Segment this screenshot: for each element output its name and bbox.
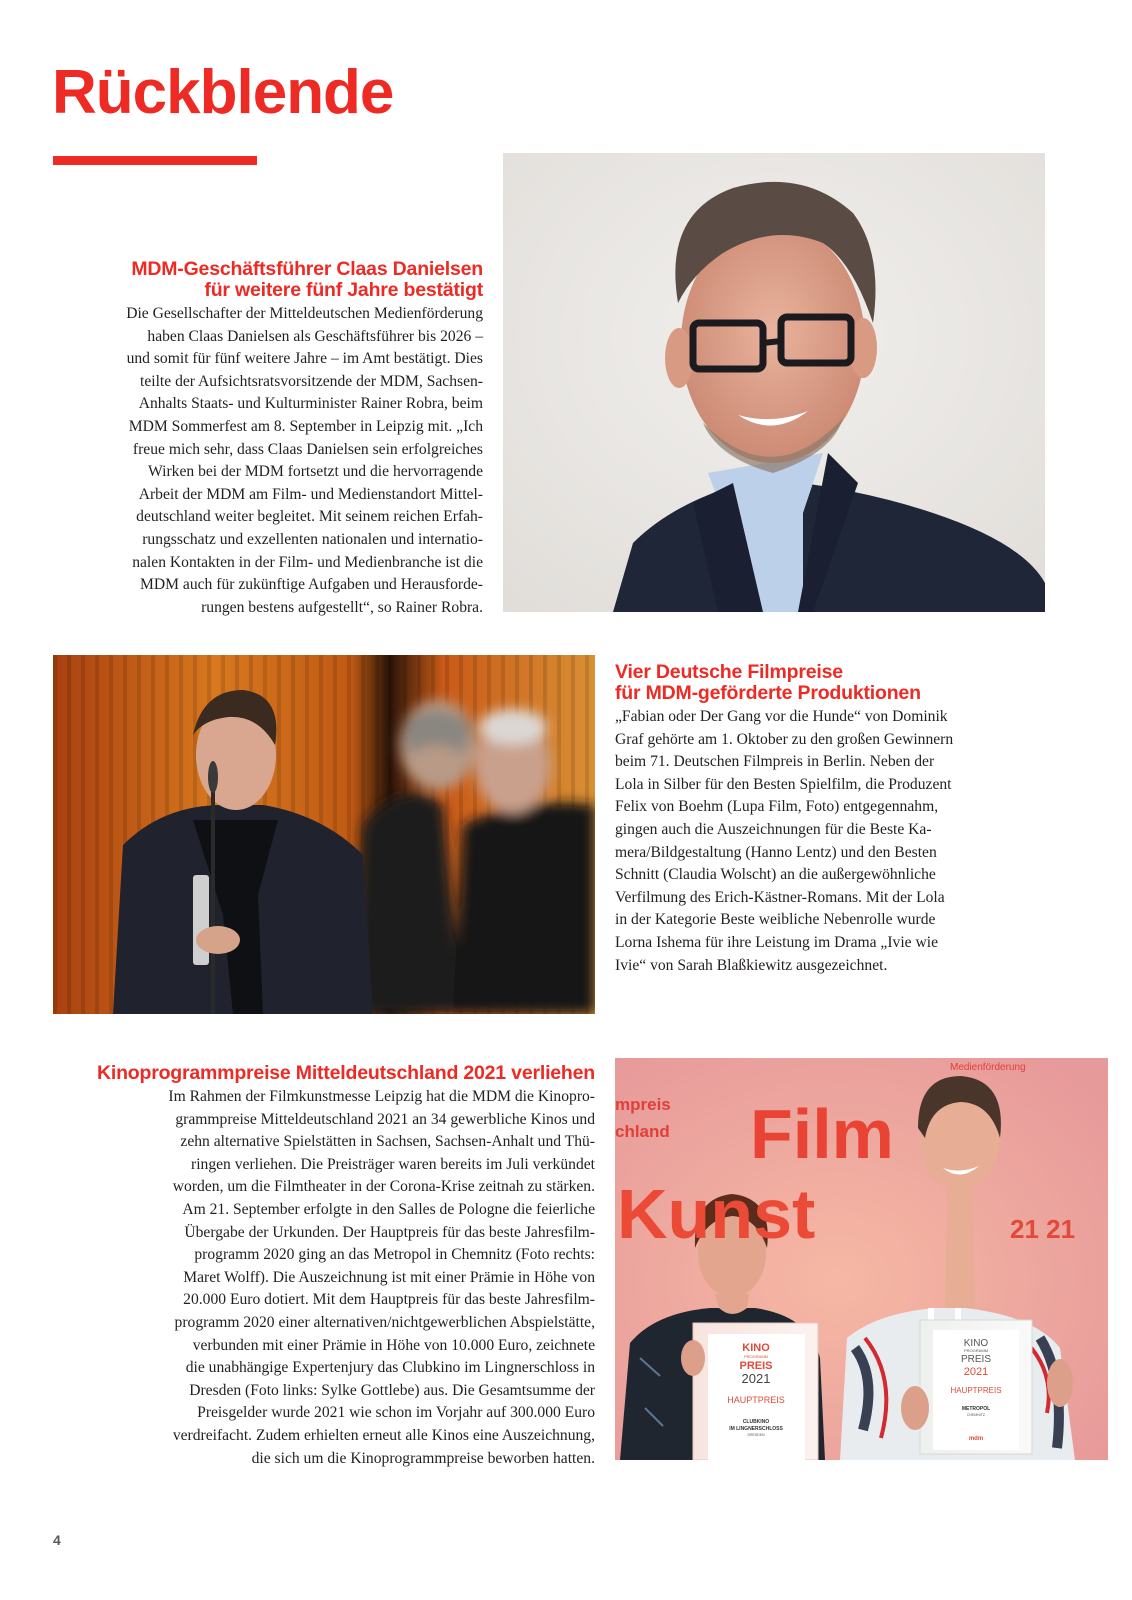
body-line: Im Rahmen der Filmkunstmesse Leipzig hat die MDM die Kinopro- xyxy=(168,1088,595,1105)
body-line: grammpreise Mitteldeutschland 2021 an 34 gewerbliche Kinos und xyxy=(175,1110,595,1128)
article-headline xyxy=(75,1063,595,1084)
body-line: freue mich sehr, dass Claas Danielsen sein erfolgreiches xyxy=(132,440,483,458)
svg-text:CHEMNITZ: CHEMNITZ xyxy=(966,1413,986,1417)
body-line: ringen verliehen. Die Preisträger waren bereits im Juli verkündet xyxy=(191,1155,595,1173)
body-line: Anhalts Staats- und Kulturminister Rainer Robra, beim xyxy=(138,395,483,413)
body-line: die unabhängige Expertenjury das Clubkino im Lingnerschloss in xyxy=(185,1359,595,1377)
body-line: worden, um die Filmtheater in der Corona-Krise zeitnah zu stärken. xyxy=(172,1178,595,1196)
body-line: mera/Bildgestaltung (Hanno Lentz) und den Besten xyxy=(615,843,937,861)
backdrop-side-text: chland xyxy=(615,1122,670,1141)
page-number: 4 xyxy=(53,1532,61,1548)
backdrop-side-text: mpreis xyxy=(615,1095,671,1114)
body-line: zehn alternative Spielstätten in Sachsen, Sachsen-Anhalt und Thü- xyxy=(180,1133,595,1151)
article-body xyxy=(60,303,483,619)
svg-text:METROPOL: METROPOL xyxy=(961,1406,991,1412)
body-line: verdreifacht. Zudem erhielten erneut alle Kinos eine Auszeichnung, xyxy=(172,1426,595,1444)
body-line: Lorna Ishema für ihre Leistung im Drama „Ivie wie xyxy=(615,933,939,951)
title-underline xyxy=(53,156,257,165)
body-line: rungsschatz und exzellenten nationalen und internatio- xyxy=(142,530,483,548)
svg-text:PREIS: PREIS xyxy=(960,1354,992,1365)
svg-text:PREIS: PREIS xyxy=(739,1360,773,1372)
portrait-photo-claas-danielsen xyxy=(503,153,1045,612)
body-line: Maret Wolff). Die Auszeichnung ist mit einer Prämie in Höhe von xyxy=(183,1268,595,1286)
backdrop-sponsor-text: Medienförderung xyxy=(950,1062,1026,1073)
body-line: Die Gesellschafter der Mitteldeutschen Medienförderung xyxy=(126,305,483,322)
svg-text:DRESDEN: DRESDEN xyxy=(747,1433,765,1437)
body-line: Übergabe der Urkunden. Der Hauptpreis für das beste Jahresfilm- xyxy=(184,1223,595,1241)
svg-text:PROGRAMM: PROGRAMM xyxy=(964,1348,988,1353)
body-line: Felix von Boehm (Lupa Film, Foto) entgegennahm, xyxy=(615,798,939,816)
svg-text:CLUBKINO: CLUBKINO xyxy=(742,1419,770,1425)
headline-line: für MDM-geförderte Produktionen xyxy=(615,682,921,704)
body-line: Verfilmung des Erich-Kästner-Romans. Mit der Lola xyxy=(615,888,945,906)
body-line: Schnitt (Claudia Wolscht) an die außergewöhnliche xyxy=(615,866,936,884)
body-line: haben Claas Danielsen als Geschäftsführer bis 2026 – xyxy=(147,327,483,345)
body-line: die sich um die Kinoprogrammpreise beworben hatten. xyxy=(251,1449,595,1467)
svg-text:HAUPTPREIS: HAUPTPREIS xyxy=(950,1386,1002,1395)
body-line: deutschland weiter begleitet. Mit seinem reichen Erfah- xyxy=(136,508,483,526)
headline-line: für weitere fünf Jahre bestätigt xyxy=(204,279,483,301)
body-line: Arbeit der MDM am Film- und Medienstandort Mittel- xyxy=(138,485,483,503)
body-line: beim 71. Deutschen Filmpreis in Berlin. Neben der xyxy=(615,753,935,771)
article-deutsche-filmpreise xyxy=(615,662,1035,977)
svg-text:HAUPTPREIS: HAUPTPREIS xyxy=(727,1395,785,1405)
body-line: und somit für fünf weitere Jahre – im Amt bestätigt. Dies xyxy=(126,350,483,368)
body-line: nalen Kontakten in der Film- und Medienbranche ist die xyxy=(132,553,483,571)
body-line: Preisgelder wurde 2021 wie schon im Vorjahr auf 300.000 Euro xyxy=(197,1404,595,1422)
article-body xyxy=(75,1086,595,1470)
body-line: verbunden mit einer Prämie in Höhe von 10.000 Euro, zeichnete xyxy=(192,1336,595,1354)
article-body xyxy=(615,706,1035,977)
body-line: teilte der Aufsichtsratsvorsitzende der MDM, Sachsen- xyxy=(140,372,483,390)
body-line: Ivie“ von Sarah Blaßkiewitz ausgezeichnet. xyxy=(615,956,888,974)
body-line: rungen bestens aufgestellt“, so Rainer Robra. xyxy=(201,598,483,616)
photo-filmpreis-felix-von-boehm xyxy=(53,655,595,1014)
body-line: MDM auch für zukünftige Aufgaben und Herausforde- xyxy=(140,576,483,594)
svg-text:mdm: mdm xyxy=(968,1436,984,1442)
article-headline xyxy=(60,259,483,301)
svg-text:IM LINGNERSCHLOSS: IM LINGNERSCHLOSS xyxy=(729,1426,783,1432)
body-line: Am 21. September erfolgte in den Salles de Pologne die feierliche xyxy=(182,1200,595,1218)
headline-line: Kinoprogrammpreise Mitteldeutschland 2021 verliehen xyxy=(96,1062,595,1084)
backdrop-big-word: Kunst xyxy=(617,1175,816,1253)
body-line: programm 2020 ging an das Metropol in Chemnitz (Foto rechts: xyxy=(194,1246,595,1264)
body-line: Graf gehörte am 1. Oktober zu den großen Gewinnern xyxy=(615,730,954,748)
body-line: Dresden (Foto links: Sylke Gottlebe) aus. Die Gesamtsumme der xyxy=(189,1381,595,1399)
svg-text:2021: 2021 xyxy=(963,1366,989,1378)
headline-line: MDM-Geschäftsführer Claas Danielsen xyxy=(131,258,483,280)
svg-text:2021: 2021 xyxy=(741,1371,771,1386)
section-title: Rückblende xyxy=(52,58,394,127)
svg-text:KINO: KINO xyxy=(963,1338,989,1349)
body-line: Lola in Silber für den Besten Spielfilm, die Produzent xyxy=(615,775,952,793)
body-line: „Fabian oder Der Gang vor die Hunde“ von Dominik xyxy=(615,708,948,725)
body-line: in der Kategorie Beste weibliche Nebenrolle wurde xyxy=(615,911,936,929)
backdrop-big-word: Film xyxy=(750,1095,894,1173)
body-line: MDM Sommerfest am 8. September in Leipzig mit. „Ich xyxy=(128,417,483,435)
headline-line: Vier Deutsche Filmpreise xyxy=(615,661,843,683)
article-headline xyxy=(615,662,1035,704)
body-line: Wirken bei der MDM fortsetzt und die hervorragende xyxy=(148,463,483,481)
photo-kinoprogrammpreis-winners xyxy=(615,1058,1108,1460)
body-line: gingen auch die Auszeichnungen für die Beste Ka- xyxy=(615,820,932,838)
svg-text:PROGRAMM: PROGRAMM xyxy=(744,1354,768,1359)
backdrop-year: 21 21 xyxy=(1010,1214,1076,1244)
body-line: 20.000 Euro dotiert. Mit dem Hauptpreis für das beste Jahresfilm- xyxy=(183,1291,595,1309)
article-danielsen xyxy=(60,259,483,619)
body-line: programm 2020 einer alternativen/nichtgewerblichen Abspielstätte, xyxy=(174,1313,595,1331)
svg-text:KINO: KINO xyxy=(742,1342,770,1354)
article-kinoprogrammpreise xyxy=(75,1063,595,1470)
